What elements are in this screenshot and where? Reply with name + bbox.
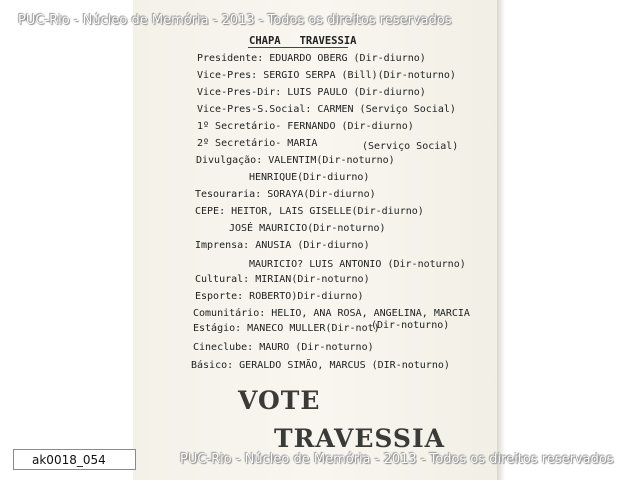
watermark-top: PUC-Rio - Núcleo de Memória - 2013 - Todos os direitos reservados (18, 13, 452, 28)
entry-comunitario-note: (Dir-noturno) (371, 320, 450, 331)
entry-divulgacao-2: HENRIQUE(Dir-diurno) (249, 172, 370, 183)
entry-2-secretario: 2º Secretário- MARIA (197, 138, 318, 149)
paper-edge-shadow (497, 0, 505, 480)
entry-basico: Básico: GERALDO SIMÃO, MARCUS (DIR-noturno) (191, 360, 450, 371)
heading-underline (248, 47, 348, 48)
document-id-label: ak0018_054 (13, 449, 136, 470)
entry-divulgacao: Divulgação: VALENTIM(Dir-noturno) (196, 155, 395, 166)
entry-estagio: Estágio: MANECO MULLER(Dir-not) (193, 323, 380, 334)
entry-imprensa: Imprensa: ANUSIA (Dir-diurno) (195, 240, 370, 251)
entry-presidente: Presidente: EDUARDO OBERG (Dir-diurno) (197, 53, 426, 64)
entry-vice-pres-dir: Vice-Pres-Dir: LUIS PAULO (Dir-diurno) (197, 87, 426, 98)
entry-cineclube: Cineclube: MAURO (Dir-noturno) (193, 342, 374, 353)
entry-vice-pres: Vice-Pres: SERGIO SERPA (Bill)(Dir-noturno) (197, 70, 456, 81)
entry-cultural: Cultural: MIRIAN(Dir-noturno) (195, 274, 370, 285)
document-heading: CHAPA TRAVESSIA (249, 35, 357, 47)
entry-cepe: CEPE: HEITOR, LAIS GISELLE(Dir-diurno) (195, 206, 424, 217)
entry-tesouraria: Tesouraria: SORAYA(Dir-diurno) (195, 189, 376, 200)
watermark-bottom: PUC-Rio - Núcleo de Memória - 2013 - Todos os direitos reservados (180, 452, 614, 467)
entry-imprensa-2: MAURICIO? LUIS ANTONIO (Dir-noturno) (249, 259, 466, 270)
entry-esporte: Esporte: ROBERTO)Dir-diurno) (195, 291, 364, 302)
slogan-name: TRAVESSIA (274, 424, 446, 453)
entry-cepe-2: JOSÉ MAURICIO(Dir-noturno) (229, 223, 386, 234)
entry-1-secretario: 1º Secretário- FERNANDO (Dir-diurno) (197, 121, 414, 132)
entry-2-secretario-note: (Serviço Social) (362, 141, 459, 152)
entry-vice-pres-social: Vice-Pres-S.Social: CARMEN (Serviço Social) (197, 104, 456, 115)
slogan-vote: VOTE (238, 386, 321, 415)
entry-comunitario: Comunitário: HELIO, ANA ROSA, ANGELINA, MARCIA (193, 308, 470, 319)
